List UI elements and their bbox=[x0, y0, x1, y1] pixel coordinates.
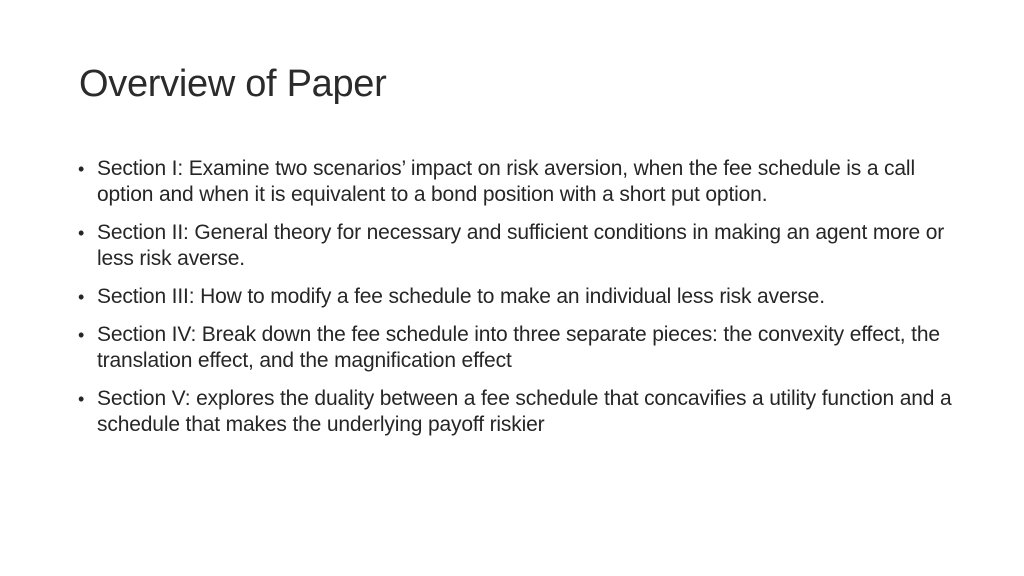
bullet-item-section-3 bbox=[77, 284, 957, 310]
bullet-item-section-1 bbox=[77, 156, 957, 208]
bullet-icon: • bbox=[78, 325, 85, 345]
bullet-icon: • bbox=[78, 389, 85, 409]
bullet-item-section-5 bbox=[77, 386, 957, 438]
bullet-icon: • bbox=[78, 223, 85, 243]
slide-title: Overview of Paper bbox=[79, 63, 387, 105]
bullet-text: Section III: How to modify a fee schedule to make an individual less risk averse. bbox=[97, 285, 825, 308]
bullet-text: Section V: explores the duality between a fee schedule that concavifies a utility function and a schedule that makes the underlying payoff riskier bbox=[97, 387, 952, 436]
bullet-icon: • bbox=[78, 159, 85, 179]
bullet-icon: • bbox=[78, 287, 85, 307]
bullet-item-section-2 bbox=[77, 220, 957, 272]
bullet-text: Section II: General theory for necessary and sufficient conditions in making an agent more or less risk averse. bbox=[97, 221, 945, 270]
bullet-item-section-4 bbox=[77, 322, 957, 374]
bullet-list bbox=[77, 156, 957, 450]
bullet-text: Section I: Examine two scenarios’ impact on risk aversion, when the fee schedule is a call option and when it is equivalent to a bond position with a short put option. bbox=[97, 157, 915, 206]
bullet-text: Section IV: Break down the fee schedule into three separate pieces: the convexity effect, the translation effect, and the magnification effect bbox=[97, 323, 940, 372]
